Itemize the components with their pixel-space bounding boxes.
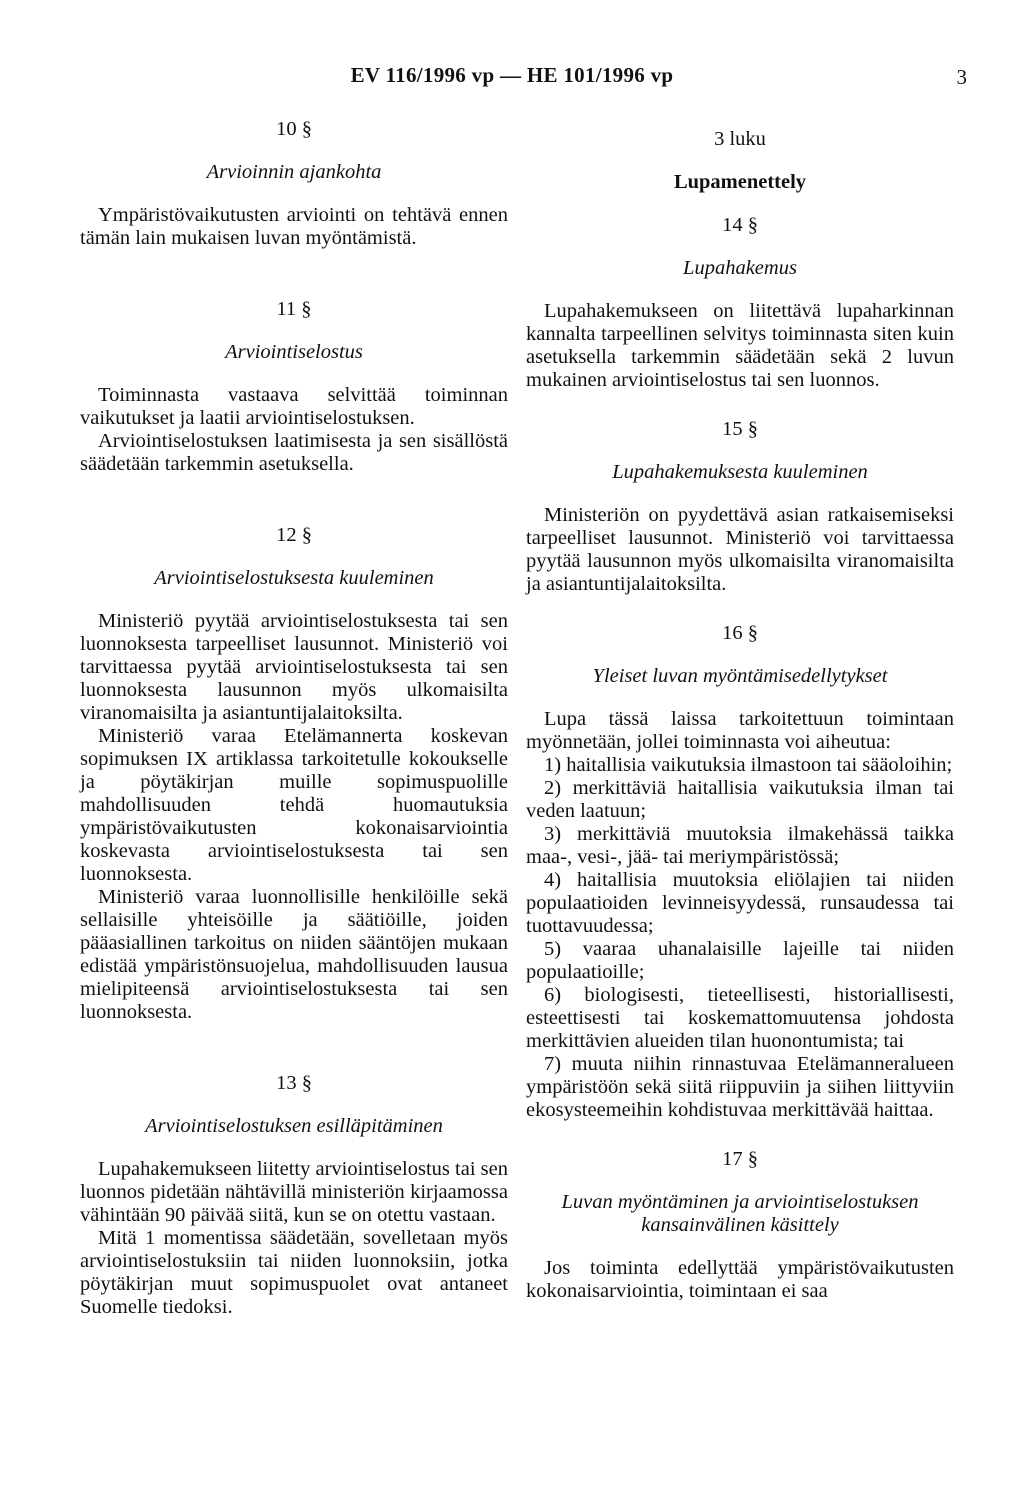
paragraph: Ministeriön on pyydettävä asian ratkaisemiseksi tarpeelliset lausunnot. Ministeriö voi tarvittaessa pyytää lausunnon myös ulkomaisilta viranomaisilta ja asiantuntijalaitoksilta.: [526, 504, 954, 595]
section-15: [526, 418, 954, 596]
section-title: Arviointiselostuksen esilläpitäminen: [145, 1115, 443, 1137]
section-number: 15 §: [722, 418, 758, 440]
list-item: 7) muuta niihin rinnastuvaa Etelämanneralueen ympäristöön sekä siitä riippuviin ja siihen liittyviin ekosysteemeihin kohdistuvaa merkittävää haittaa.: [526, 1053, 954, 1121]
list-item: 2) merkittäviä haitallisia vaikutuksia ilman tai veden laatuun;: [526, 777, 954, 822]
section-13: [80, 1072, 508, 1319]
paragraph: Ministeriö varaa luonnollisille henkilöille sekä sellaisille yhteisöille ja säätiöille, joiden pääasiallinen tarkoitus on niiden sääntöjen mukaan edistää ympäristönsuojelua, mahdollisuuden lausua mielipiteensä arviointiselostuksesta tai sen luonnoksesta.: [80, 886, 508, 1023]
section-title: Arviointiselostuksesta kuuleminen: [154, 567, 434, 589]
list-item: 4) haitallisia muutoksia eliölajien tai niiden populaatioiden levinneisyydessä, runsaudessa tai tuottavuudessa;: [526, 869, 954, 937]
section-17: [526, 1148, 954, 1303]
paragraph: Ministeriö pyytää arviointiselostuksesta tai sen luonnoksesta tarpeelliset lausunnot. Ministeriö voi tarvittaessa pyytää arviointiselostuksesta tai sen luonnoksesta lausunnon myös ulkomaisilta viranomaisilta ja asiantuntijalaitoksilta.: [80, 610, 508, 724]
right-column: [526, 118, 954, 1329]
section-title: Lupahakemus: [683, 257, 797, 279]
section-title: Luvan myöntäminen ja arviointiselostuksen kansainvälinen käsittely: [561, 1191, 919, 1236]
paragraph: Lupahakemukseen liitetty arviointiselostus tai sen luonnos pidetään nähtävillä ministeriön kirjaamossa vähintään 90 päivää siitä, kun se on otettu vastaan.: [80, 1158, 508, 1226]
section-title: Yleiset luvan myöntämisedellytykset: [592, 665, 888, 687]
paragraph: Mitä 1 momentissa säädetään, sovelletaan myös arviointiselostuksiin tai niiden luonnoksiin, jotka pöytäkirjan muut sopimuspuolet ovat antaneet Suomelle tiedoksi.: [80, 1227, 508, 1318]
paragraph: Toiminnasta vastaava selvittää toiminnan vaikutukset ja laatii arviointiselostuksen.: [80, 384, 508, 429]
left-column: [80, 118, 508, 1367]
page-number: 3: [956, 65, 967, 89]
section-number: 10 §: [276, 118, 312, 140]
section-number: 13 §: [276, 1072, 312, 1094]
section-title: Arvioinnin ajankohta: [206, 161, 382, 183]
chapter-number: 3 luku: [714, 128, 766, 150]
paragraph: Ministeriö varaa Etelämannerta koskevan sopimuksen IX artiklassa tarkoitetulle kokoukselle ja pöytäkirjan muille sopimuspuolille mahdollisuuden tehdä huomautuksia ympäristövaikutusten kokonaisarviointia koskevasta arviointiselostuksesta tai sen luonnoksesta.: [80, 725, 508, 885]
list-item: 5) vaaraa uhanalaisille lajeille tai niiden populaatioille;: [526, 938, 954, 983]
section-number: 16 §: [722, 622, 758, 644]
section-12: [80, 524, 508, 1024]
section-number: 11 §: [276, 298, 312, 320]
paragraph: Ympäristövaikutusten arviointi on tehtävä ennen tämän lain mukaisen luvan myöntämistä.: [80, 204, 508, 249]
paragraph: Lupa tässä laissa tarkoitettuun toimintaan myönnetään, jollei toiminnasta voi aiheutua:: [526, 708, 954, 753]
paragraph: Lupahakemukseen on liitettävä lupaharkinnan kannalta tarpeellinen selvitys toiminnasta siten kuin asetuksella tarkemmin säädetään sekä 2 luvun mukainen arviointiselostus tai sen luonnos.: [526, 300, 954, 391]
section-title: Lupahakemuksesta kuuleminen: [612, 461, 868, 483]
running-title: EV 116/1996 vp — HE 101/1996 vp: [350, 63, 674, 87]
list-item: 3) merkittäviä muutoksia ilmakehässä taikka maa-, vesi-, jää- tai meriympäristössä;: [526, 823, 954, 868]
section-number: 12 §: [276, 524, 312, 546]
section-title: Arviointiselostus: [225, 341, 363, 363]
section-10: [80, 118, 508, 250]
section-number: 17 §: [722, 1148, 758, 1170]
list-item: 6) biologisesti, tieteellisesti, historiallisesti, esteettisesti tai koskemattomuutensa johdosta merkittävien alueiden tilan huonontumista; tai: [526, 984, 954, 1052]
section-11: [80, 298, 508, 476]
paragraph: Jos toiminta edellyttää ympäristövaikutusten kokonaisarviointia, toimintaan ei saa: [526, 1257, 954, 1302]
paragraph: Arviointiselostuksen laatimisesta ja sen sisällöstä säädetään tarkemmin asetuksella.: [80, 430, 508, 475]
section-14: [526, 214, 954, 392]
section-number: 14 §: [722, 214, 758, 236]
chapter-title: Lupamenettely: [673, 171, 807, 193]
page-header: [0, 63, 1024, 103]
list-item: 1) haitallisia vaikutuksia ilmastoon tai sääoloihin;: [544, 754, 953, 776]
section-16: [526, 622, 954, 1122]
